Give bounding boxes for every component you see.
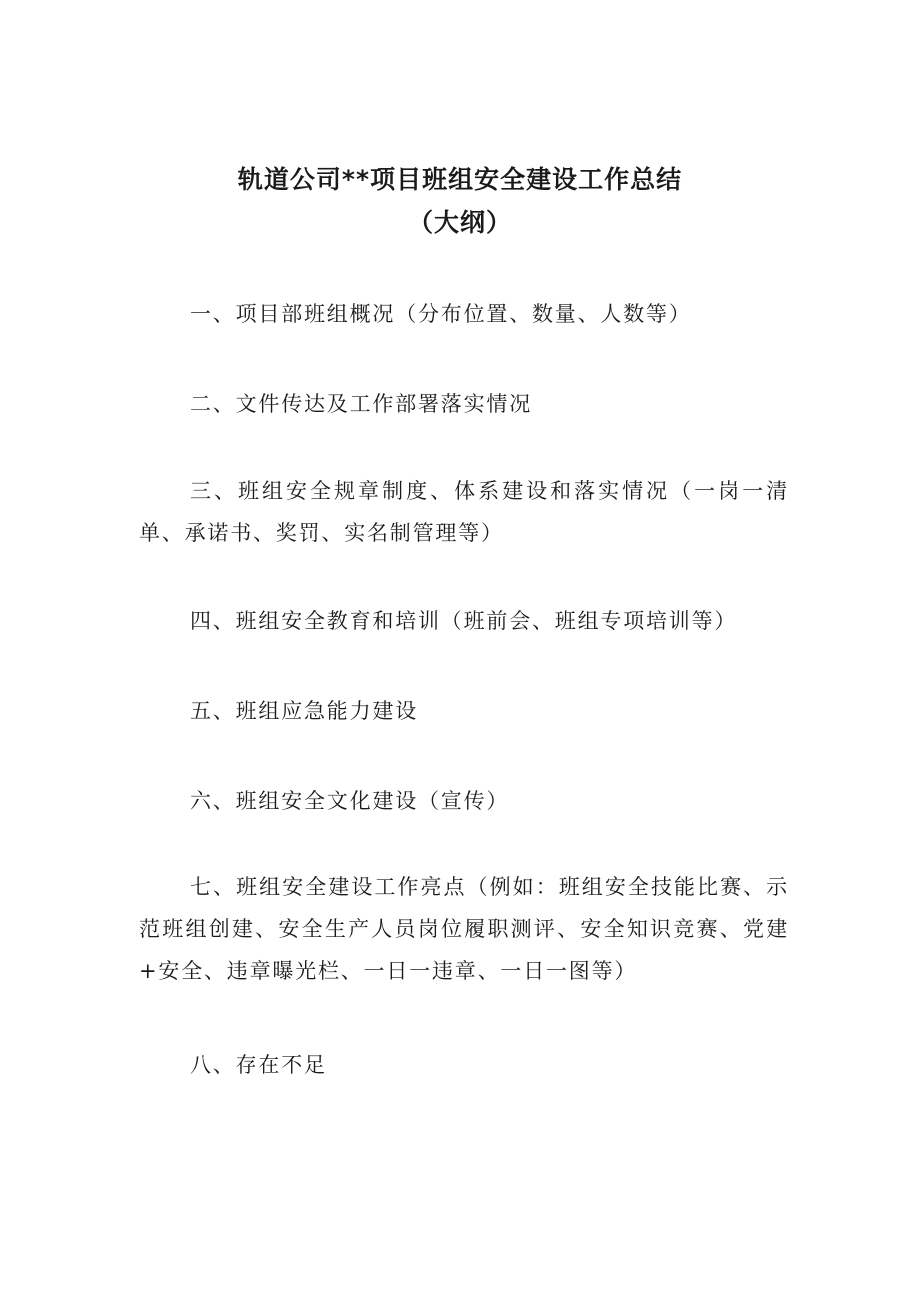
document-title: 轨道公司**项目班组安全建设工作总结	[237, 165, 683, 194]
outline-item-7: 七、班组安全建设工作亮点（例如：班组安全技能比赛、示范班组创建、安全生产人员岗位履职测评、安全知识竞赛、党建+安全、违章曝光栏、一日一违章、一日一图等）	[139, 875, 789, 983]
outline-item-1: 一、项目部班组概况（分布位置、数量、人数等）	[190, 302, 692, 326]
outline-item-4: 四、班组安全教育和培训（班前会、班组专项培训等）	[190, 609, 738, 633]
outline-item-5: 五、班组应急能力建设	[190, 699, 418, 723]
outline-item-8: 八、存在不足	[190, 1053, 327, 1077]
document-subtitle: （大纲）	[407, 208, 512, 237]
outline-item-2: 二、文件传达及工作部署落实情况	[190, 392, 532, 416]
outline-item-3: 三、班组安全规章制度、体系建设和落实情况（一岗一清单、承诺书、奖罚、实名制管理等）	[139, 479, 789, 545]
outline-item-6: 六、班组安全文化建设（宣传）	[190, 789, 510, 813]
